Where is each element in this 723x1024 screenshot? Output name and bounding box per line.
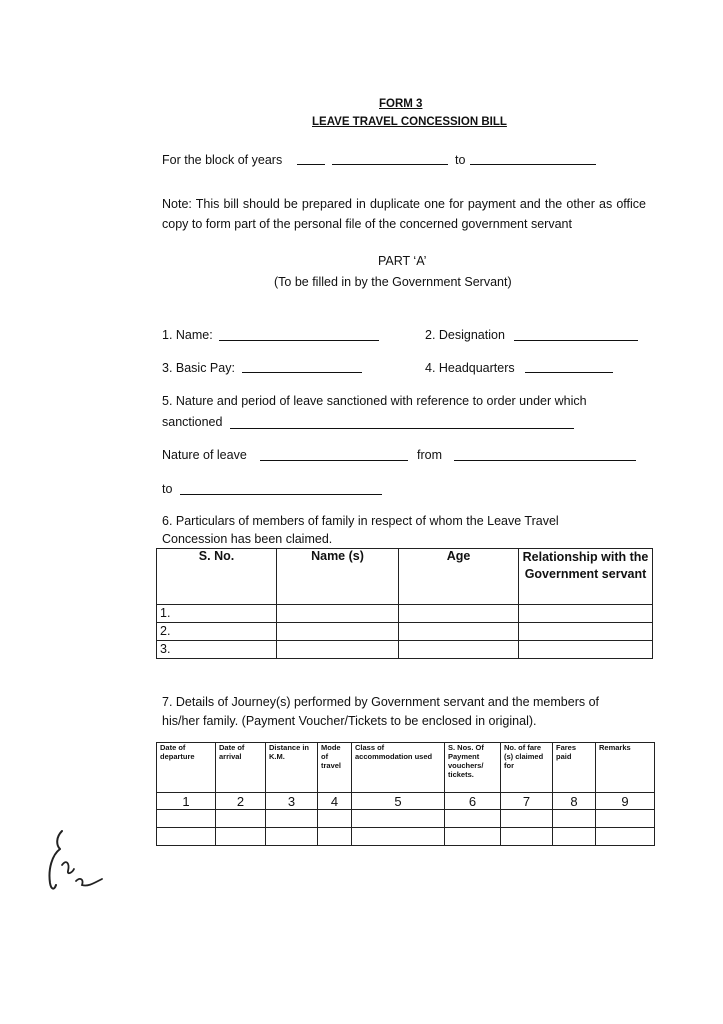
journey-cell[interactable] [266, 828, 318, 846]
journey-cell[interactable] [553, 828, 596, 846]
journey-header-class: Class of accommodation used [352, 743, 445, 793]
form-number: FORM 3 [379, 98, 423, 110]
family-relationship-cell[interactable] [519, 605, 653, 623]
journey-cell[interactable] [157, 828, 216, 846]
journey-cell[interactable] [445, 828, 501, 846]
handwritten-initials [40, 825, 110, 905]
headquarters-field[interactable] [525, 372, 613, 373]
family-relationship-cell[interactable] [519, 641, 653, 659]
journey-col-number: 2 [216, 793, 266, 810]
basic-pay-label: 3. Basic Pay: [162, 361, 235, 375]
name-field[interactable] [219, 340, 379, 341]
family-header-relationship: Relationship with the Government servant [519, 549, 653, 605]
family-age-cell[interactable] [399, 641, 519, 659]
from-field[interactable] [454, 460, 636, 461]
block-year-to-field[interactable] [470, 164, 596, 165]
journey-cell[interactable] [157, 810, 216, 828]
family-relationship-cell[interactable] [519, 623, 653, 641]
table-row [157, 828, 655, 846]
journey-col-number: 7 [501, 793, 553, 810]
table-row [157, 641, 653, 659]
family-table [156, 548, 653, 659]
journey-header-distance: Distance in K.M. [266, 743, 318, 793]
family-header-sno: S. No. [157, 549, 277, 605]
journey-col-number: 6 [445, 793, 501, 810]
family-age-cell[interactable] [399, 605, 519, 623]
family-row-sno: 1. [157, 605, 277, 623]
designation-label: 2. Designation [425, 328, 505, 342]
from-label: from [417, 448, 442, 462]
nature-field[interactable] [260, 460, 408, 461]
family-name-cell[interactable] [277, 605, 399, 623]
name-label: 1. Name: [162, 328, 213, 342]
journey-cell[interactable] [501, 828, 553, 846]
journey-header-fares-claimed: No. of fare (s) claimed for [501, 743, 553, 793]
to-label: to [162, 482, 173, 496]
to-field[interactable] [180, 494, 382, 495]
block-year-from-field-2[interactable] [332, 164, 448, 165]
table-row [157, 810, 655, 828]
journey-header-remarks: Remarks [596, 743, 655, 793]
journey-header-departure: Date of departure [157, 743, 216, 793]
table-row [157, 605, 653, 623]
family-intro-line1: 6. Particulars of members of family in respect of whom the Leave Travel [162, 514, 559, 528]
family-row-sno: 3. [157, 641, 277, 659]
journey-col-number: 9 [596, 793, 655, 810]
journey-cell[interactable] [596, 810, 655, 828]
family-name-cell[interactable] [277, 623, 399, 641]
journey-cell[interactable] [596, 828, 655, 846]
form-title: LEAVE TRAVEL CONCESSION BILL [312, 116, 507, 128]
family-header-age: Age [399, 549, 519, 605]
leave-label-line1: 5. Nature and period of leave sanctioned with reference to order under which [162, 394, 587, 408]
journey-header-arrival: Date of arrival [216, 743, 266, 793]
journey-cell[interactable] [318, 810, 352, 828]
journey-cell[interactable] [216, 828, 266, 846]
sanctioned-field[interactable] [230, 428, 574, 429]
journey-cell[interactable] [216, 810, 266, 828]
journey-table [156, 742, 655, 846]
journey-header-mode: Mode of travel [318, 743, 352, 793]
part-title: PART ‘A’ [378, 254, 427, 268]
family-name-cell[interactable] [277, 641, 399, 659]
journey-cell[interactable] [553, 810, 596, 828]
block-to-label: to [455, 153, 466, 167]
family-intro-line2: Concession has been claimed. [162, 532, 333, 546]
journey-col-number: 5 [352, 793, 445, 810]
journey-header-vouchers: S. Nos. Of Payment vouchers/ tickets. [445, 743, 501, 793]
leave-label-line2: sanctioned [162, 415, 223, 429]
block-year-from-field[interactable] [297, 164, 325, 165]
note-text: Note: This bill should be prepared in duplicate one for payment and the other as office copy to form part of the personal file of the concerned government servant [162, 197, 646, 231]
headquarters-label: 4. Headquarters [425, 361, 515, 375]
journey-intro-line2: his/her family. (Payment Voucher/Tickets to be enclosed in original). [162, 714, 537, 728]
journey-cell[interactable] [318, 828, 352, 846]
journey-cell[interactable] [501, 810, 553, 828]
journey-cell[interactable] [352, 828, 445, 846]
journey-header-fares-paid: Fares paid [553, 743, 596, 793]
journey-col-number: 1 [157, 793, 216, 810]
journey-col-number: 3 [266, 793, 318, 810]
table-row [157, 793, 655, 810]
journey-intro-line1: 7. Details of Journey(s) performed by Government servant and the members of [162, 695, 599, 709]
part-subtitle: (To be filled in by the Government Servant) [274, 275, 512, 289]
table-row [157, 623, 653, 641]
journey-col-number: 4 [318, 793, 352, 810]
family-header-name: Name (s) [277, 549, 399, 605]
family-age-cell[interactable] [399, 623, 519, 641]
nature-label: Nature of leave [162, 448, 247, 462]
basic-pay-field[interactable] [242, 372, 362, 373]
block-label: For the block of years [162, 153, 283, 167]
designation-field[interactable] [514, 340, 638, 341]
journey-col-number: 8 [553, 793, 596, 810]
journey-cell[interactable] [266, 810, 318, 828]
journey-cell[interactable] [352, 810, 445, 828]
family-row-sno: 2. [157, 623, 277, 641]
journey-cell[interactable] [445, 810, 501, 828]
